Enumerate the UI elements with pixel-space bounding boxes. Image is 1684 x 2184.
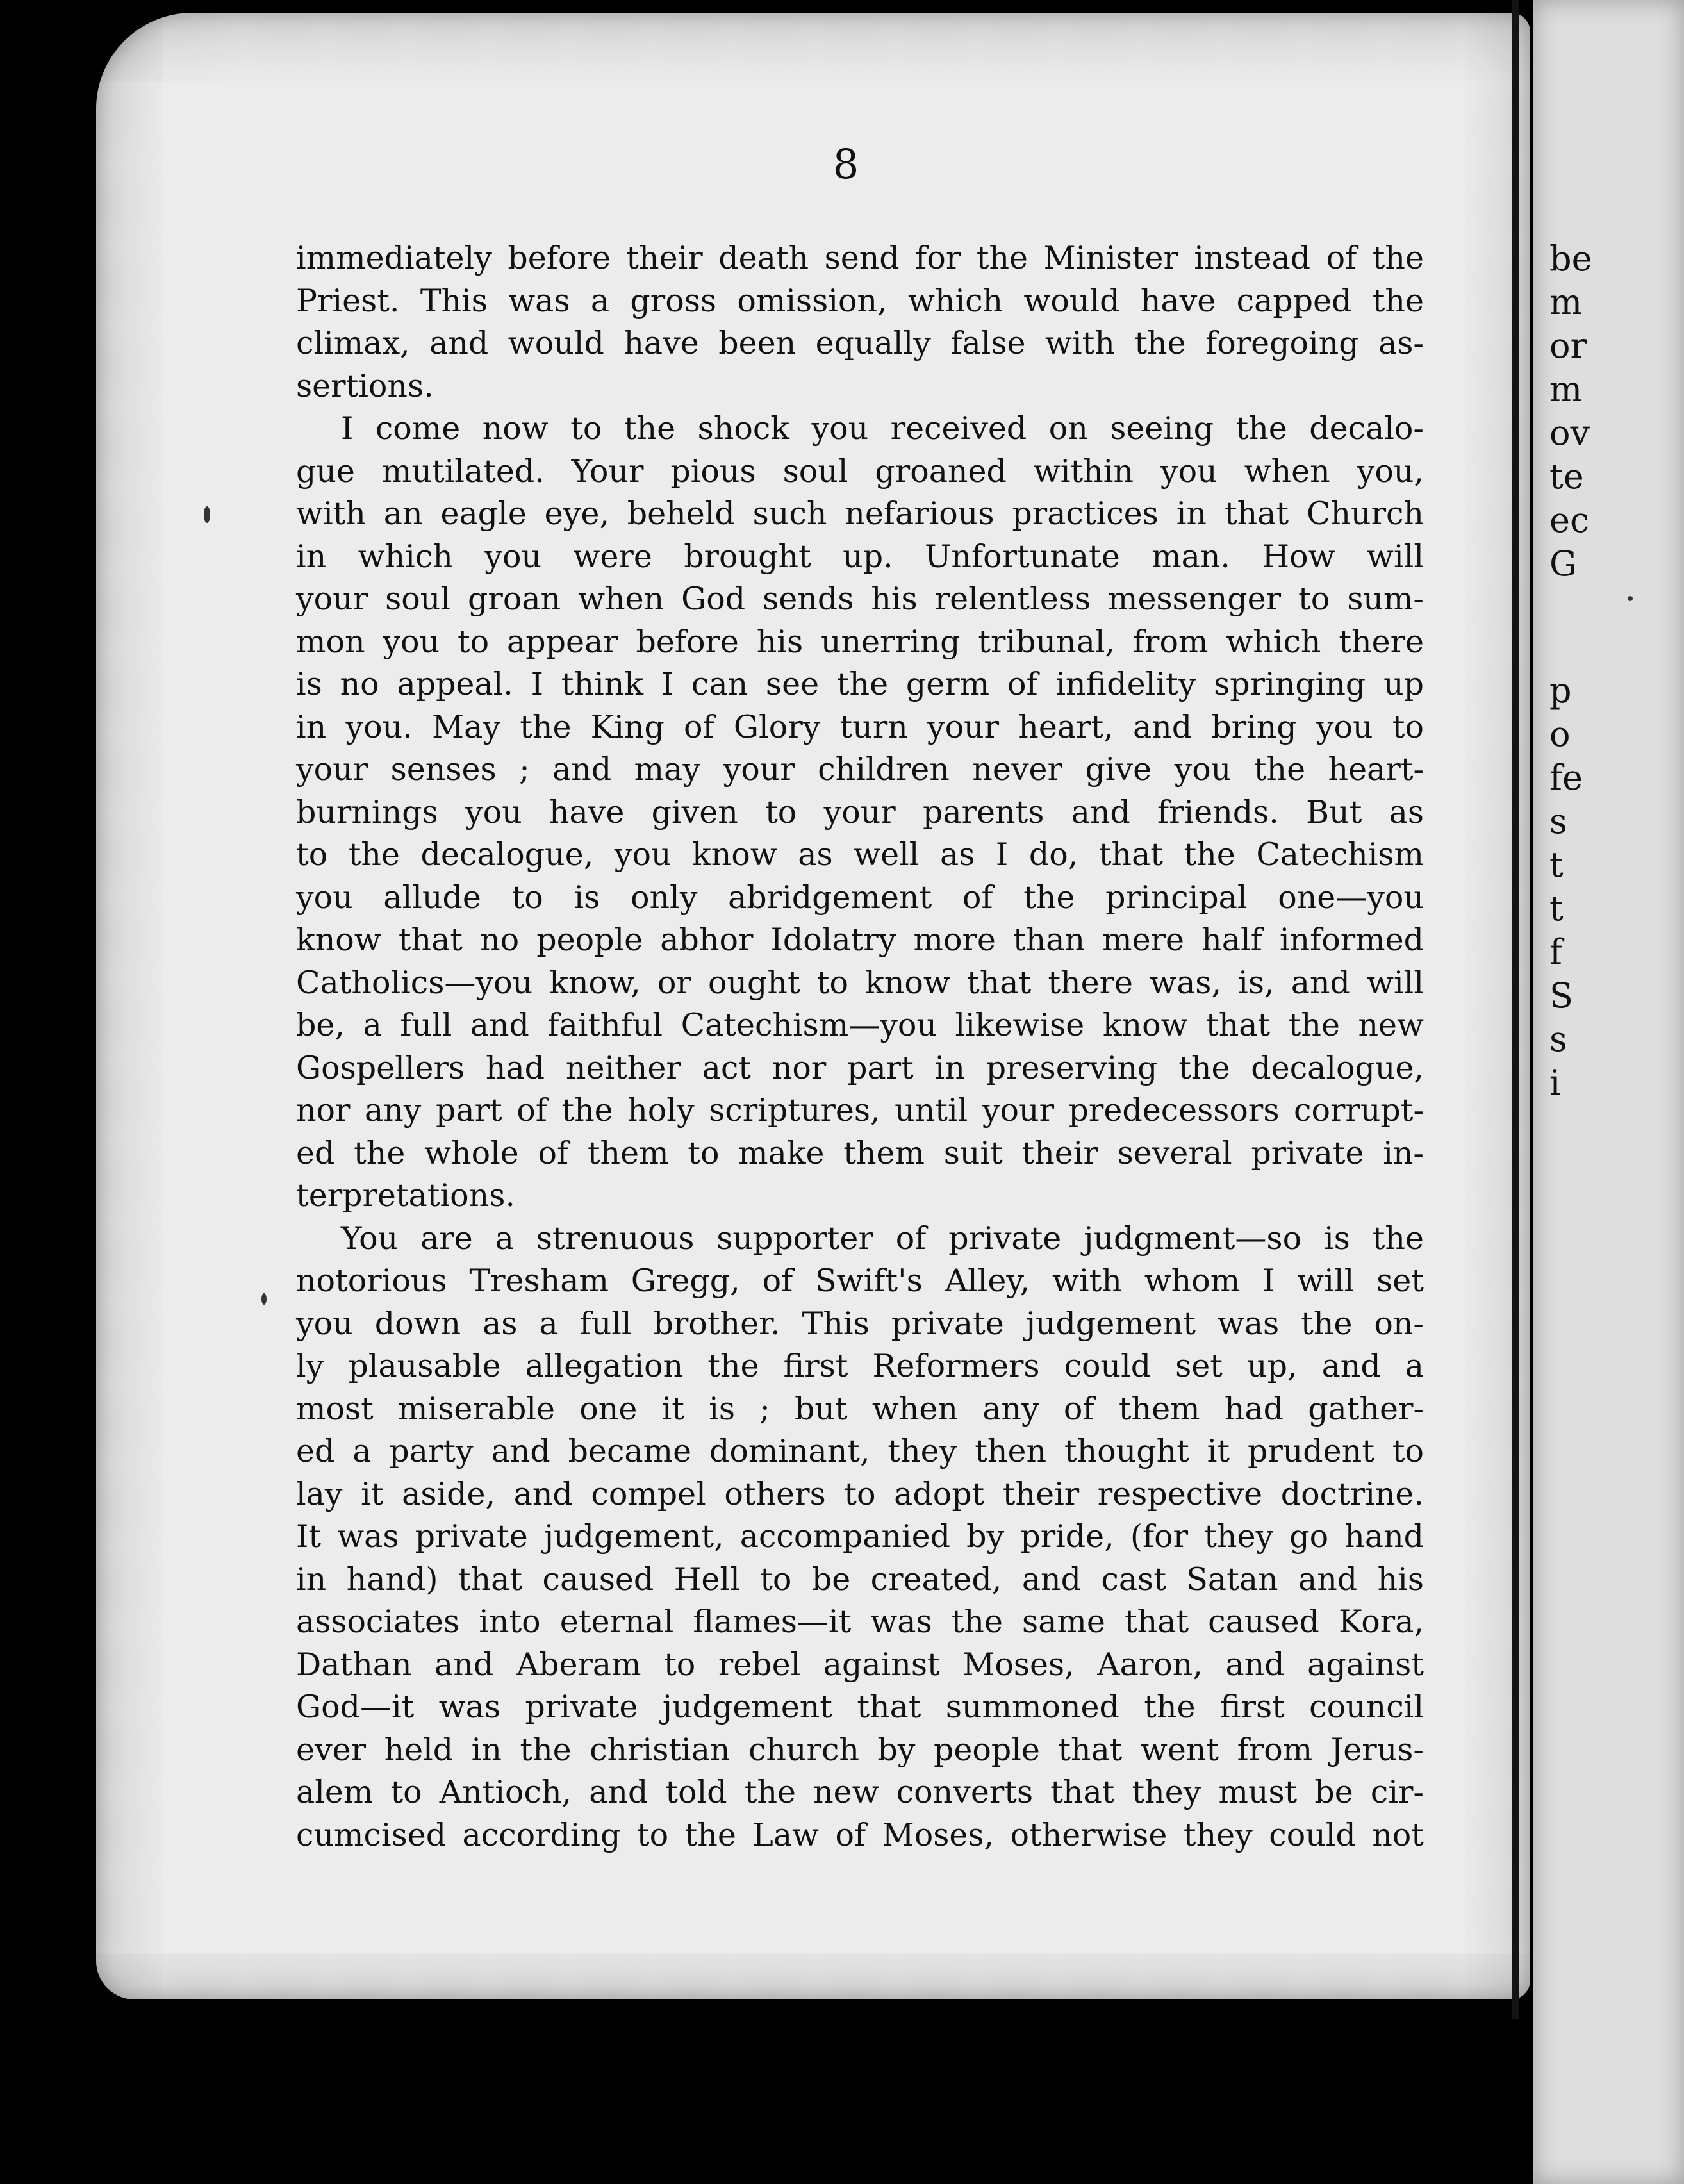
text-line: I come now to the shock you received on seeing the decalo- — [341, 410, 1424, 447]
text-line: It was private judgement, accompanied by pride, (for they go hand — [296, 1518, 1424, 1555]
facing-page-fragment: f — [1549, 932, 1562, 972]
text-line: God—it was private judgement that summoned the first council — [296, 1689, 1424, 1725]
text-line: to the decalogue, you know as well as I do, that the Catechism — [296, 836, 1424, 873]
body-text — [296, 237, 1424, 1857]
text-line: Gospellers had neither act nor part in preserving the decalogue, — [296, 1049, 1424, 1086]
text-line: alem to Antioch, and told the new converts that they must be cir- — [296, 1774, 1424, 1810]
facing-page-fragment: p — [1549, 670, 1572, 711]
facing-page-fragment: i — [1549, 1063, 1561, 1103]
text-line: terpretations. — [296, 1177, 515, 1214]
facing-page-fragment: m — [1549, 282, 1583, 322]
facing-page-fragment: te — [1549, 456, 1584, 497]
text-line: with an eagle eye, beheld such nefarious practices in that Church — [296, 495, 1424, 532]
text-line: your soul groan when God sends his relentless messenger to sum- — [296, 581, 1424, 617]
text-line: nor any part of the holy scriptures, until your predecessors corrupt- — [296, 1092, 1424, 1129]
gutter-rule — [1512, 0, 1519, 2019]
facing-page-fragment: m — [1549, 369, 1583, 410]
facing-page-fragment: S — [1549, 975, 1573, 1016]
facing-page-fragment: o — [1549, 714, 1571, 754]
text-line: most miserable one it is ; but when any of them had gather- — [296, 1390, 1424, 1427]
text-line: is no appeal. I think I can see the germ of infidelity springing up — [296, 666, 1424, 702]
text-line: ly plausable allegation the first Reformers could set up, and a — [296, 1348, 1424, 1384]
facing-page-fragment: ec — [1549, 500, 1590, 540]
facing-page-fragment: fe — [1549, 757, 1583, 798]
facing-page-fragment: be — [1549, 238, 1592, 279]
facing-page-fragment: G — [1549, 543, 1578, 584]
text-line: your senses ; and may your children never give you the heart- — [296, 751, 1424, 788]
text-line: burnings you have given to your parents and friends. But as — [296, 793, 1424, 831]
text-line: associates into eternal flames—it was the same that caused Kora, — [296, 1603, 1424, 1640]
text-line: in hand) that caused Hell to be created, and cast Satan and his — [296, 1560, 1424, 1598]
text-line: mon you to appear before his unerring tribunal, from which there — [296, 623, 1424, 660]
text-line: be, a full and faithful Catechism—you likewise know that the new — [296, 1007, 1424, 1043]
print-speck — [1628, 596, 1633, 601]
text-line: Dathan and Aberam to rebel against Moses, Aaron, and against — [296, 1646, 1424, 1683]
text-line: gue mutilated. Your pious soul groaned within you when you, — [296, 452, 1424, 490]
facing-page-fragment: t — [1549, 888, 1564, 929]
text-line: immediately before their death send for the Minister instead of the — [296, 240, 1424, 276]
facing-page-fragment: or — [1549, 326, 1587, 366]
print-speck — [204, 506, 210, 523]
text-line: sertions. — [296, 367, 434, 404]
facing-page-fragment: ov — [1549, 413, 1590, 453]
page-number: 8 — [832, 141, 859, 188]
text-line: Priest. This was a gross omission, which would have capped the — [296, 282, 1424, 319]
text-line: Catholics—you know, or ought to know that there was, is, and will — [296, 964, 1424, 1001]
text-line: You are a strenuous supporter of private judgment—so is the — [341, 1220, 1424, 1257]
facing-page-fragment: s — [1549, 801, 1567, 841]
text-line: climax, and would have been equally false with the foregoing as- — [296, 325, 1424, 361]
text-line: in which you were brought up. Unfortunate man. How will — [296, 538, 1424, 575]
text-line: know that no people abhor Idolatry more than mere half informed — [296, 922, 1424, 958]
facing-page-fragment: t — [1549, 845, 1564, 885]
text-line: you down as a full brother. This private judgement was the on- — [296, 1305, 1424, 1342]
text-line: ed a party and became dominant, they then thought it prudent to — [296, 1433, 1424, 1469]
text-line: in you. May the King of Glory turn your heart, and bring you to — [296, 708, 1424, 745]
facing-page-fragment — [1549, 586, 1684, 669]
facing-page-fragments — [1549, 237, 1684, 1105]
text-line: ed the whole of them to make them suit their several private in- — [296, 1134, 1424, 1171]
text-line: lay it aside, and compel others to adopt their respective doctrine. — [296, 1475, 1424, 1512]
text-line: you allude to is only abridgement of the principal one—you — [296, 879, 1424, 916]
facing-page-fragment: s — [1549, 1019, 1567, 1059]
text-line: cumcised according to the Law of Moses, otherwise they could not — [296, 1816, 1424, 1853]
text-line: notorious Tresham Gregg, of Swift's Alley, with whom I will set — [296, 1262, 1424, 1299]
print-speck — [261, 1293, 267, 1305]
text-line: ever held in the christian church by people that went from Jerus- — [296, 1731, 1424, 1768]
